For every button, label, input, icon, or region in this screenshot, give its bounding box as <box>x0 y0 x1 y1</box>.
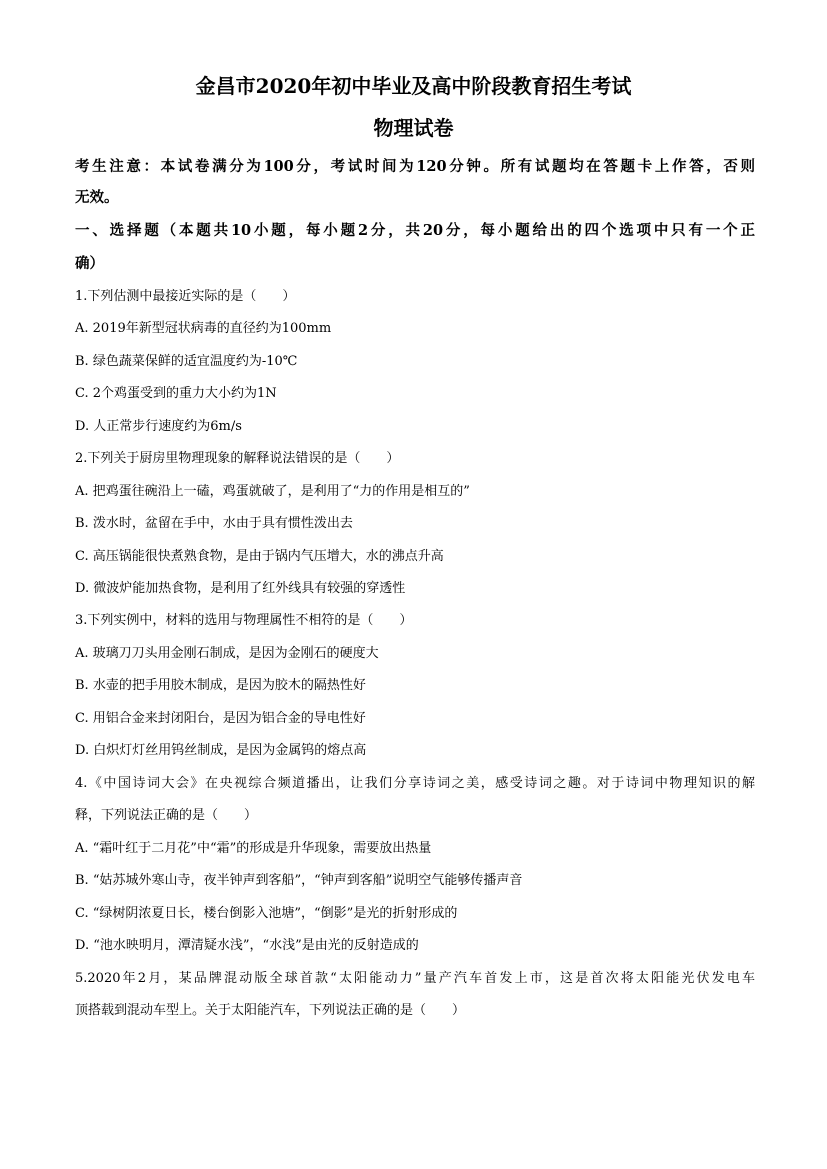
question-5-stem-line-1: 5.2020年2月，某品牌混动版全球首款“太阳能动力”量产汽车首发上市，这是首次将太阳能光伏发电车 <box>75 971 755 986</box>
question-4-option-a: A. “霜叶红于二月花”中“霜”的形成是升华现象，需要放出热量 <box>75 841 432 856</box>
question-2-stem: 2.下列关于厨房里物理现象的解释说法错误的是（ ） <box>75 451 400 466</box>
exam-subtitle: 物理试卷 <box>373 116 454 140</box>
notice-line-1: 考生注意：本试卷满分为100分，考试时间为120分钟。所有试题均在答题卡上作答，否则 <box>75 158 755 175</box>
section-heading-line-2: 确） <box>75 255 104 272</box>
exam-title: 金昌市2020年初中毕业及高中阶段教育招生考试 <box>195 74 632 98</box>
question-4-stem-line-1: 4.《中国诗词大会》在央视综合频道播出，让我们分享诗词之美，感受诗词之趣。对于诗词中物理知识的解 <box>75 776 755 791</box>
question-2-option-a: A. 把鸡蛋往碗沿上一磕，鸡蛋就破了，是利用了“力的作用是相互的” <box>75 484 470 499</box>
question-1-option-a: A. 2019年新型冠状病毒的直径约为100mm <box>75 321 332 336</box>
question-2-option-d: D. 微波炉能加热食物，是利用了红外线具有较强的穿透性 <box>75 581 406 596</box>
question-3-option-d: D. 白炽灯灯丝用钨丝制成，是因为金属钨的熔点高 <box>75 743 367 758</box>
question-4-option-c: C. “绿树阴浓夏日长，楼台倒影入池塘”，“倒影”是光的折射形成的 <box>75 906 458 921</box>
question-2-option-c: C. 高压锅能很快煮熟食物，是由于锅内气压增大，水的沸点升高 <box>75 549 444 564</box>
question-5-stem-line-2: 顶搭载到混动车型上。关于太阳能汽车，下列说法正确的是（ ） <box>75 1003 466 1018</box>
question-2-option-b: B. 泼水时，盆留在手中，水由于具有惯性泼出去 <box>75 516 353 531</box>
question-4-stem-line-2: 释，下列说法正确的是（ ） <box>75 808 258 823</box>
question-1-option-c: C. 2个鸡蛋受到的重力大小约为1N <box>75 386 277 401</box>
question-3-option-b: B. 水壶的把手用胶木制成，是因为胶木的隔热性好 <box>75 678 366 693</box>
section-heading-line-1: 一、选择题（本题共10小题，每小题2分，共20分，每小题给出的四个选项中只有一个正 <box>75 222 755 239</box>
notice-line-2: 无效。 <box>75 189 119 206</box>
question-3-option-a: A. 玻璃刀刀头用金刚石制成，是因为金刚石的硬度大 <box>75 646 379 661</box>
question-3-option-c: C. 用铝合金来封闭阳台，是因为铝合金的导电性好 <box>75 711 366 726</box>
question-4-option-b: B. “姑苏城外寒山寺，夜半钟声到客船”，“钟声到客船”说明空气能够传播声音 <box>75 873 523 888</box>
question-1-option-b: B. 绿色蔬菜保鲜的适宜温度约为-10℃ <box>75 354 298 369</box>
question-3-stem: 3.下列实例中，材料的选用与物理属性不相符的是（ ） <box>75 613 413 628</box>
question-4-option-d: D. “池水映明月，潭清疑水浅”，“水浅”是由光的反射造成的 <box>75 938 419 953</box>
question-1-stem: 1.下列估测中最接近实际的是（ ） <box>75 289 296 304</box>
question-1-option-d: D. 人正常步行速度约为6m/s <box>75 419 242 434</box>
